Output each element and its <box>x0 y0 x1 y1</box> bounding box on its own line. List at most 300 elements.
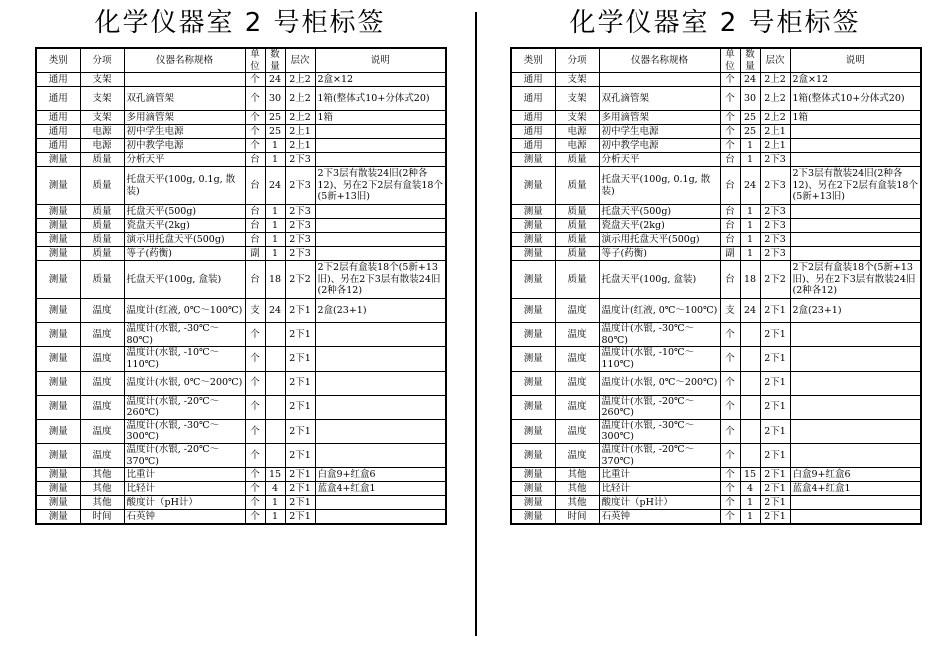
cell-unit: 个 <box>245 371 265 395</box>
cell-unit: 台 <box>720 167 740 205</box>
table-row <box>36 323 446 347</box>
cell-unit: 个 <box>245 443 265 467</box>
cell-subcategory: 支架 <box>555 87 599 111</box>
cell-layer: 2下3 <box>760 233 790 247</box>
cell-note <box>790 395 921 419</box>
cell-unit: 台 <box>245 153 265 167</box>
table-row <box>36 205 446 219</box>
cell-subcategory: 质量 <box>80 247 124 261</box>
cell-unit: 个 <box>245 419 265 443</box>
table-row <box>36 247 446 261</box>
cell-quantity <box>265 371 285 395</box>
cell-layer: 2下1 <box>760 323 790 347</box>
cell-instrument-name: 分析天平 <box>599 153 720 167</box>
cell-layer: 2上1 <box>760 139 790 153</box>
cell-quantity: 1 <box>740 219 760 233</box>
table-row <box>511 139 921 153</box>
cell-unit: 个 <box>245 468 265 482</box>
cell-layer: 2上2 <box>285 111 315 125</box>
cell-instrument-name: 温度计(水银, -10℃～110℃) <box>599 347 720 371</box>
cell-quantity: 4 <box>740 482 760 496</box>
cell-instrument-name: 比重计 <box>599 468 720 482</box>
table-row <box>36 167 446 205</box>
cell-unit: 个 <box>245 323 265 347</box>
cell-subcategory: 其他 <box>555 496 599 510</box>
cell-note: 1箱 <box>315 111 446 125</box>
cell-subcategory: 温度 <box>555 443 599 467</box>
cell-note <box>315 395 446 419</box>
column-header: 说明 <box>315 48 446 73</box>
table-row <box>36 261 446 299</box>
cell-quantity: 1 <box>265 205 285 219</box>
cell-instrument-name: 瓷盘天平(2kg) <box>599 219 720 233</box>
page-title: 化学仪器室 2 号柜标签 <box>569 8 861 38</box>
cell-layer: 2上2 <box>760 87 790 111</box>
cell-subcategory: 质量 <box>555 219 599 233</box>
header-row <box>511 48 921 73</box>
cell-quantity: 30 <box>740 87 760 111</box>
cell-category: 通用 <box>511 111 555 125</box>
cell-instrument-name: 温度计(水银, -20℃～260℃) <box>124 395 245 419</box>
cell-note: 2下3层有散装24旧(2种各12)、另在2下2层有盒装18个(5新+13旧) <box>315 167 446 205</box>
cell-category: 通用 <box>36 125 80 139</box>
table-row <box>511 73 921 87</box>
cell-instrument-name <box>599 73 720 87</box>
table-row <box>511 205 921 219</box>
table-row <box>36 125 446 139</box>
cell-unit: 台 <box>245 167 265 205</box>
cell-subcategory: 质量 <box>555 153 599 167</box>
cell-instrument-name: 初中教学电源 <box>599 139 720 153</box>
cell-quantity: 24 <box>265 299 285 323</box>
cell-category: 测量 <box>36 419 80 443</box>
cell-quantity <box>265 347 285 371</box>
cell-unit: 个 <box>245 139 265 153</box>
cell-quantity: 1 <box>265 139 285 153</box>
table-row <box>511 496 921 510</box>
table-row <box>511 323 921 347</box>
cell-subcategory: 质量 <box>80 205 124 219</box>
cell-note <box>315 233 446 247</box>
column-header: 层次 <box>285 48 315 73</box>
table-row <box>511 299 921 323</box>
cell-layer: 2下1 <box>760 419 790 443</box>
cell-instrument-name: 温度计(红液, 0℃～100℃) <box>599 299 720 323</box>
cell-category: 测量 <box>36 496 80 510</box>
cell-unit: 个 <box>720 111 740 125</box>
cell-layer: 2下1 <box>285 482 315 496</box>
cell-unit: 个 <box>245 510 265 524</box>
cell-category: 通用 <box>36 111 80 125</box>
cell-unit: 个 <box>245 111 265 125</box>
cell-layer: 2上1 <box>760 125 790 139</box>
cell-instrument-name <box>124 73 245 87</box>
label-panel-left <box>35 0 445 522</box>
cell-subcategory: 时间 <box>555 510 599 524</box>
table-row <box>511 419 921 443</box>
cell-unit: 个 <box>720 87 740 111</box>
cell-layer: 2下3 <box>760 167 790 205</box>
cell-instrument-name: 等子(药衡) <box>124 247 245 261</box>
cell-note <box>315 219 446 233</box>
cell-category: 测量 <box>36 299 80 323</box>
cell-subcategory: 支架 <box>555 111 599 125</box>
cell-note <box>315 496 446 510</box>
cell-instrument-name: 托盘天平(100g, 0.1g, 散装) <box>124 167 245 205</box>
cell-category: 测量 <box>511 261 555 299</box>
cell-instrument-name: 托盘天平(500g) <box>599 205 720 219</box>
cell-subcategory: 质量 <box>555 247 599 261</box>
cell-layer: 2下3 <box>760 153 790 167</box>
cell-instrument-name: 温度计(水银, -30℃～300℃) <box>124 419 245 443</box>
cell-note: 白盒9+红盒6 <box>790 468 921 482</box>
cell-quantity: 15 <box>740 468 760 482</box>
cell-unit: 台 <box>720 233 740 247</box>
cell-quantity: 18 <box>265 261 285 299</box>
cell-unit: 个 <box>720 125 740 139</box>
cell-quantity: 1 <box>740 139 760 153</box>
table-row <box>511 153 921 167</box>
cell-category: 测量 <box>511 219 555 233</box>
cell-layer: 2下3 <box>285 205 315 219</box>
cell-layer: 2下3 <box>285 219 315 233</box>
cell-layer: 2下1 <box>760 496 790 510</box>
table-row <box>36 395 446 419</box>
table-row <box>511 125 921 139</box>
cell-note <box>790 139 921 153</box>
cell-unit: 个 <box>720 347 740 371</box>
cell-instrument-name: 石英钟 <box>124 510 245 524</box>
cell-category: 测量 <box>36 371 80 395</box>
cell-quantity: 25 <box>740 111 760 125</box>
cell-layer: 2下1 <box>760 395 790 419</box>
cell-note <box>790 247 921 261</box>
table-row <box>511 261 921 299</box>
label-table <box>35 47 447 525</box>
cell-subcategory: 温度 <box>555 347 599 371</box>
cell-note: 2下2层有盒装18个(5新+13旧)、另在2下3层有散装24旧(2种各12) <box>790 261 921 299</box>
cell-instrument-name: 温度计(水银, -10℃～110℃) <box>124 347 245 371</box>
cell-unit: 支 <box>245 299 265 323</box>
cell-note <box>790 125 921 139</box>
table-row <box>36 233 446 247</box>
cell-unit: 个 <box>245 482 265 496</box>
table-row <box>36 139 446 153</box>
cell-subcategory: 其他 <box>80 468 124 482</box>
cell-quantity: 24 <box>265 167 285 205</box>
cell-layer: 2下3 <box>285 233 315 247</box>
cell-instrument-name: 多用滴管架 <box>599 111 720 125</box>
cell-instrument-name: 初中教学电源 <box>124 139 245 153</box>
cell-subcategory: 时间 <box>80 510 124 524</box>
cell-note <box>790 419 921 443</box>
cell-layer: 2上2 <box>285 87 315 111</box>
cell-layer: 2上2 <box>285 73 315 87</box>
column-header: 单位 <box>720 48 740 73</box>
cell-layer: 2下1 <box>760 482 790 496</box>
table-row <box>511 468 921 482</box>
cell-layer: 2下1 <box>760 468 790 482</box>
cell-subcategory: 质量 <box>80 153 124 167</box>
cell-subcategory: 温度 <box>555 371 599 395</box>
table-row <box>511 371 921 395</box>
cell-unit: 个 <box>245 496 265 510</box>
cell-instrument-name: 温度计(水银, -30℃～80℃) <box>124 323 245 347</box>
cell-note: 1箱 <box>790 111 921 125</box>
cell-subcategory: 温度 <box>555 419 599 443</box>
cell-layer: 2下1 <box>760 510 790 524</box>
cell-note: 1箱(整体式10+分体式20) <box>315 87 446 111</box>
cell-note: 蓝盒4+红盒1 <box>790 482 921 496</box>
cell-instrument-name: 托盘天平(100g, 盒装) <box>599 261 720 299</box>
cell-note <box>315 205 446 219</box>
cell-subcategory: 支架 <box>80 111 124 125</box>
cell-layer: 2下3 <box>760 219 790 233</box>
cell-category: 通用 <box>36 139 80 153</box>
cell-layer: 2下3 <box>285 247 315 261</box>
cell-layer: 2下1 <box>285 510 315 524</box>
table-row <box>511 247 921 261</box>
cell-unit: 个 <box>720 371 740 395</box>
cell-unit: 个 <box>720 73 740 87</box>
table-row <box>36 443 446 467</box>
cell-layer: 2下1 <box>760 299 790 323</box>
cell-layer: 2下1 <box>285 371 315 395</box>
column-header: 仪器名称规格 <box>124 48 245 73</box>
cell-quantity: 1 <box>740 153 760 167</box>
table-body <box>511 73 921 524</box>
cell-subcategory: 电源 <box>555 139 599 153</box>
cell-category: 测量 <box>36 482 80 496</box>
cell-subcategory: 质量 <box>80 261 124 299</box>
cell-layer: 2上1 <box>285 139 315 153</box>
cell-note <box>315 125 446 139</box>
table-row <box>36 111 446 125</box>
cell-category: 通用 <box>511 73 555 87</box>
cell-category: 测量 <box>36 167 80 205</box>
column-header: 分项 <box>80 48 124 73</box>
cell-category: 测量 <box>511 510 555 524</box>
cell-subcategory: 温度 <box>555 395 599 419</box>
cell-category: 测量 <box>36 219 80 233</box>
table-row <box>511 219 921 233</box>
cell-quantity <box>265 443 285 467</box>
cell-instrument-name: 温度计(水银, -30℃～300℃) <box>599 419 720 443</box>
cell-instrument-name: 温度计(水银, 0℃～200℃) <box>599 371 720 395</box>
cell-layer: 2下2 <box>285 261 315 299</box>
table-body <box>36 73 446 524</box>
cell-category: 测量 <box>511 205 555 219</box>
cell-layer: 2下1 <box>285 496 315 510</box>
cell-layer: 2下1 <box>285 443 315 467</box>
cell-unit: 个 <box>245 87 265 111</box>
cell-note <box>790 347 921 371</box>
cell-note <box>315 419 446 443</box>
cell-note: 2盒(23+1) <box>790 299 921 323</box>
cell-instrument-name: 温度计(水银, -30℃～80℃) <box>599 323 720 347</box>
cell-layer: 2下3 <box>760 205 790 219</box>
column-header: 单位 <box>245 48 265 73</box>
cell-subcategory: 支架 <box>555 73 599 87</box>
cell-quantity <box>740 419 760 443</box>
cell-unit: 个 <box>720 419 740 443</box>
cell-layer: 2下1 <box>760 443 790 467</box>
cell-category: 通用 <box>511 87 555 111</box>
cell-quantity: 1 <box>740 205 760 219</box>
cell-category: 测量 <box>511 395 555 419</box>
cell-instrument-name: 双孔滴管架 <box>599 87 720 111</box>
cell-instrument-name: 温度计(红液, 0℃～100℃) <box>124 299 245 323</box>
cell-quantity: 24 <box>265 73 285 87</box>
cell-subcategory: 质量 <box>80 167 124 205</box>
cell-instrument-name: 初中学生电源 <box>599 125 720 139</box>
cell-layer: 2上2 <box>760 111 790 125</box>
cell-note: 2盒×12 <box>315 73 446 87</box>
cell-layer: 2下1 <box>285 419 315 443</box>
cell-category: 测量 <box>36 347 80 371</box>
cell-note <box>315 371 446 395</box>
cell-instrument-name: 瓷盘天平(2kg) <box>124 219 245 233</box>
cell-unit: 副 <box>720 247 740 261</box>
table-row <box>36 153 446 167</box>
cell-quantity: 1 <box>740 496 760 510</box>
cell-subcategory: 温度 <box>80 323 124 347</box>
cell-unit: 台 <box>720 205 740 219</box>
cell-category: 测量 <box>511 323 555 347</box>
table-row <box>36 419 446 443</box>
cell-note <box>315 247 446 261</box>
column-header: 仪器名称规格 <box>599 48 720 73</box>
cell-note: 2下3层有散装24旧(2种各12)、另在2下2层有盒装18个(5新+13旧) <box>790 167 921 205</box>
cell-subcategory: 电源 <box>80 139 124 153</box>
cell-unit: 台 <box>245 261 265 299</box>
cell-note <box>790 496 921 510</box>
cell-instrument-name: 托盘天平(100g, 0.1g, 散装) <box>599 167 720 205</box>
cell-quantity: 25 <box>265 111 285 125</box>
table-row <box>36 87 446 111</box>
cell-quantity: 24 <box>740 299 760 323</box>
cell-category: 测量 <box>36 205 80 219</box>
cell-note: 2下2层有盒装18个(5新+13旧)、另在2下3层有散装24旧(2种各12) <box>315 261 446 299</box>
cell-quantity: 18 <box>740 261 760 299</box>
center-divider <box>475 12 477 636</box>
cell-quantity <box>740 347 760 371</box>
cell-subcategory: 质量 <box>555 233 599 247</box>
cell-instrument-name: 双孔滴管架 <box>124 87 245 111</box>
cell-subcategory: 温度 <box>80 395 124 419</box>
column-header: 数量 <box>740 48 760 73</box>
cell-note <box>315 323 446 347</box>
cell-quantity <box>740 443 760 467</box>
cell-unit: 台 <box>720 153 740 167</box>
cell-unit: 台 <box>245 233 265 247</box>
cell-note: 1箱(整体式10+分体式20) <box>790 87 921 111</box>
cell-note <box>790 323 921 347</box>
cell-subcategory: 支架 <box>80 87 124 111</box>
table-row <box>36 468 446 482</box>
table-row <box>511 167 921 205</box>
cell-note <box>315 347 446 371</box>
table-row <box>511 482 921 496</box>
cell-subcategory: 质量 <box>555 205 599 219</box>
label-panel-right <box>510 0 920 522</box>
cell-category: 通用 <box>36 73 80 87</box>
cell-category: 测量 <box>511 299 555 323</box>
cell-category: 测量 <box>511 347 555 371</box>
cell-subcategory: 温度 <box>555 299 599 323</box>
cell-note <box>790 233 921 247</box>
table-row <box>36 219 446 233</box>
cell-instrument-name: 酸度计（pH计） <box>599 496 720 510</box>
cell-category: 通用 <box>36 87 80 111</box>
table-row <box>36 299 446 323</box>
cell-quantity: 25 <box>265 125 285 139</box>
cell-category: 测量 <box>511 496 555 510</box>
cell-category: 测量 <box>511 247 555 261</box>
cell-layer: 2下1 <box>760 347 790 371</box>
cell-subcategory: 其他 <box>80 482 124 496</box>
cell-category: 测量 <box>511 153 555 167</box>
cell-unit: 个 <box>245 73 265 87</box>
column-header: 分项 <box>555 48 599 73</box>
cell-unit: 个 <box>720 482 740 496</box>
cell-category: 通用 <box>511 125 555 139</box>
cell-quantity: 4 <box>265 482 285 496</box>
label-table <box>510 47 922 525</box>
cell-subcategory: 温度 <box>80 371 124 395</box>
cell-layer: 2下1 <box>285 323 315 347</box>
cell-subcategory: 质量 <box>555 167 599 205</box>
cell-category: 测量 <box>511 371 555 395</box>
cell-subcategory: 电源 <box>555 125 599 139</box>
column-header: 层次 <box>760 48 790 73</box>
table-row <box>36 496 446 510</box>
cell-instrument-name: 温度计(水银, -20℃～370℃) <box>599 443 720 467</box>
cell-note <box>790 443 921 467</box>
cell-instrument-name: 温度计(水银, -20℃～370℃) <box>124 443 245 467</box>
cell-instrument-name: 分析天平 <box>124 153 245 167</box>
cell-note: 白盒9+红盒6 <box>315 468 446 482</box>
cell-layer: 2下3 <box>285 153 315 167</box>
cell-layer: 2下1 <box>285 468 315 482</box>
cell-unit: 个 <box>245 395 265 419</box>
cell-subcategory: 温度 <box>80 419 124 443</box>
cell-quantity: 1 <box>265 233 285 247</box>
cell-quantity <box>740 323 760 347</box>
cell-subcategory: 温度 <box>80 299 124 323</box>
cell-instrument-name: 比重计 <box>124 468 245 482</box>
table-row <box>36 510 446 524</box>
cell-category: 测量 <box>36 233 80 247</box>
table-row <box>36 371 446 395</box>
cell-subcategory: 质量 <box>555 261 599 299</box>
cell-layer: 2上1 <box>285 125 315 139</box>
cell-note <box>790 205 921 219</box>
cell-instrument-name: 演示用托盘天平(500g) <box>124 233 245 247</box>
cell-quantity: 24 <box>740 73 760 87</box>
cell-unit: 个 <box>245 125 265 139</box>
cell-category: 测量 <box>511 443 555 467</box>
cell-layer: 2下1 <box>285 299 315 323</box>
cell-unit: 个 <box>720 510 740 524</box>
cell-instrument-name: 多用滴管架 <box>124 111 245 125</box>
cell-instrument-name: 酸度计（pH计） <box>124 496 245 510</box>
cell-layer: 2下1 <box>285 347 315 371</box>
cell-subcategory: 质量 <box>80 233 124 247</box>
cell-category: 测量 <box>511 482 555 496</box>
cell-note: 蓝盒4+红盒1 <box>315 482 446 496</box>
cell-unit: 台 <box>245 205 265 219</box>
